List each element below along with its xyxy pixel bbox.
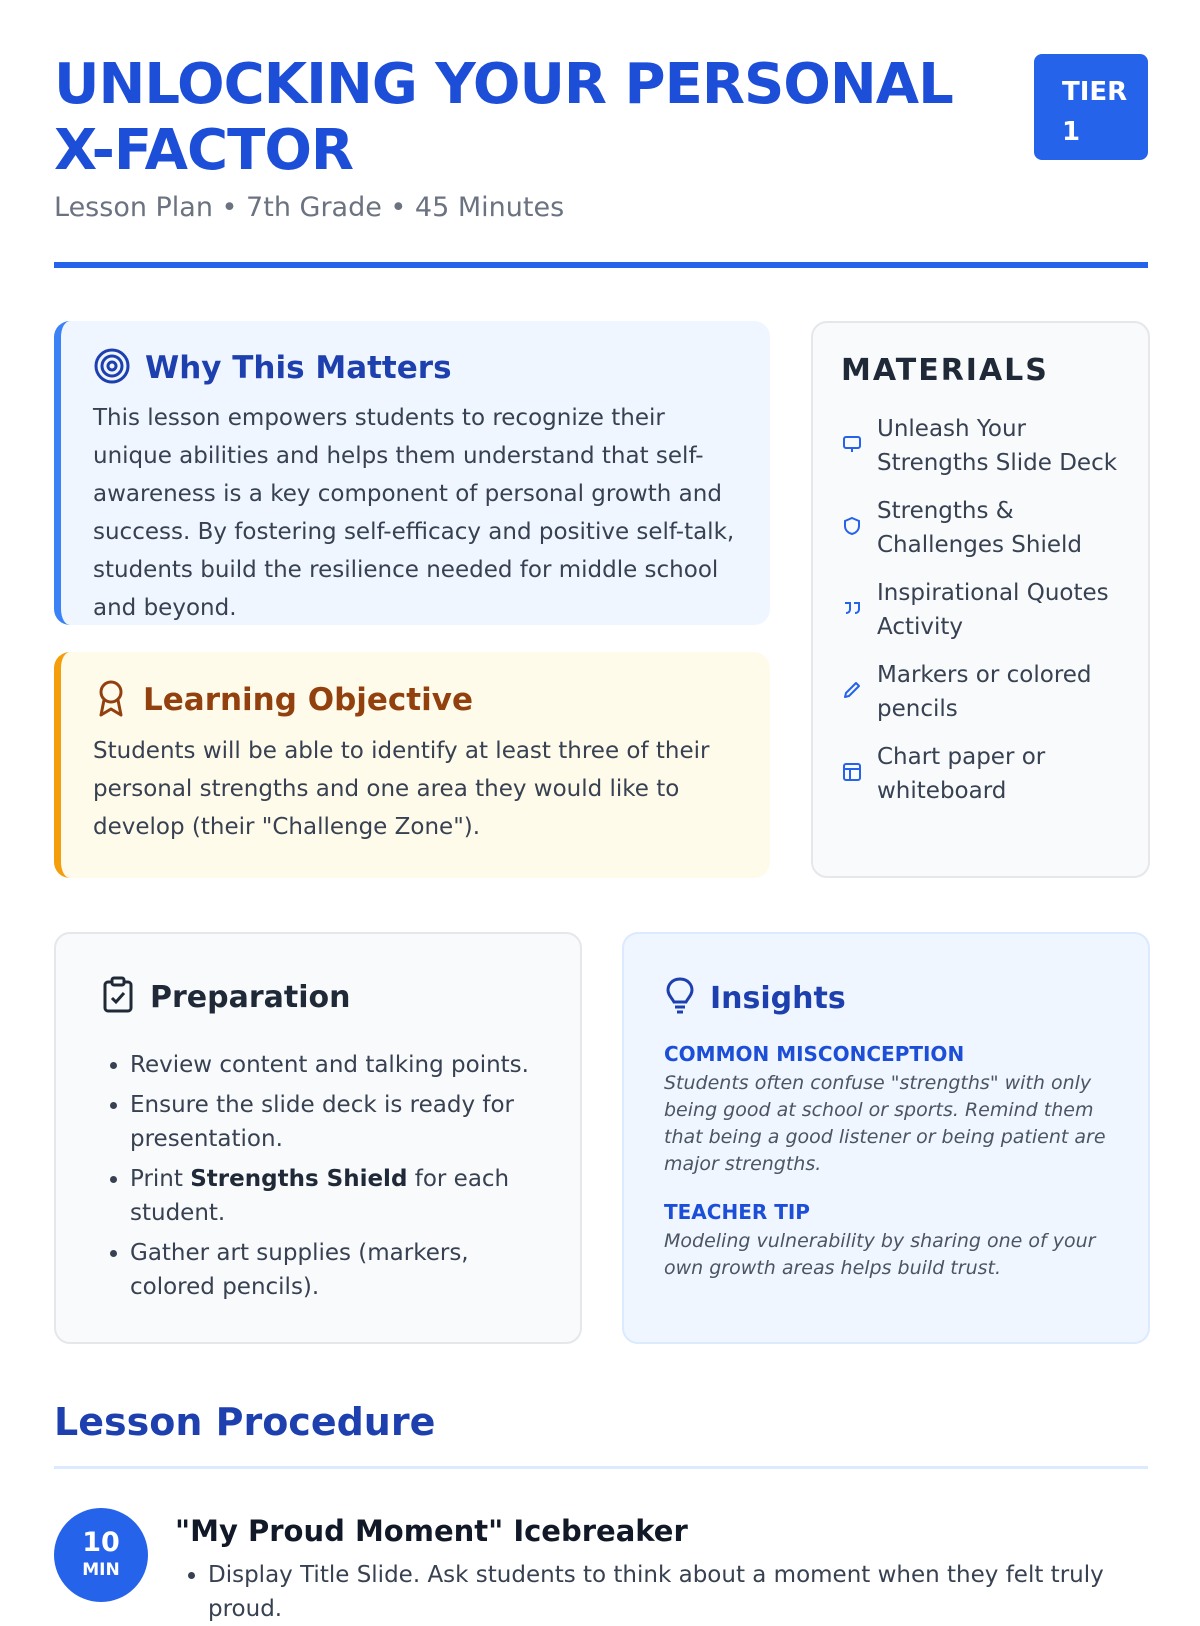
preparation-list xyxy=(100,1048,540,1304)
quote-icon xyxy=(841,597,863,623)
presentation-icon xyxy=(841,433,863,459)
bold-text: Strengths Shield xyxy=(190,1166,408,1192)
misconception-text: Students often confuse "strengths" with only being good at school or sports. Remind them that being a good listener or being patient are major strengths. xyxy=(664,1072,1106,1175)
step-minutes: 10 xyxy=(82,1527,120,1558)
clipboard-check-icon xyxy=(100,976,136,1018)
materials-card xyxy=(811,321,1150,878)
preparation-title: Preparation xyxy=(150,979,351,1015)
learning-objective-card xyxy=(54,652,770,878)
lightbulb-icon xyxy=(664,976,696,1020)
materials-item xyxy=(841,494,1122,562)
list-item: • Ensure the slide deck is ready for presentation. xyxy=(130,1088,540,1156)
why-this-matters-card xyxy=(54,321,770,625)
target-icon xyxy=(93,347,131,389)
step-unit: MIN xyxy=(82,1560,120,1580)
pencil-icon xyxy=(841,679,863,705)
page-subtitle: Lesson Plan • 7th Grade • 45 Minutes xyxy=(54,192,565,223)
materials-item xyxy=(841,740,1122,808)
procedure-divider xyxy=(54,1466,1148,1469)
header-divider xyxy=(54,262,1148,268)
insights-card xyxy=(622,932,1150,1344)
header xyxy=(54,52,1148,223)
tier-badge xyxy=(1034,54,1148,160)
objective-title: Learning Objective xyxy=(143,682,473,718)
list-item: • Review content and talking points. xyxy=(130,1048,540,1082)
materials-item xyxy=(841,412,1122,480)
step-bullets xyxy=(208,1558,1148,1626)
step-duration-badge xyxy=(54,1508,148,1602)
insights-title: Insights xyxy=(710,980,846,1016)
tier-badge-label: TIER xyxy=(1062,77,1128,107)
materials-item-label: Strengths & Challenges Shield xyxy=(877,498,1082,558)
page-title: UNLOCKING YOUR PERSONAL X-FACTOR xyxy=(54,52,953,183)
objective-text: Students will be able to identify at least three of their personal strengths and one area they would like to develop (their "Challenge Zone"). xyxy=(93,738,710,840)
tier-badge-number: 1 xyxy=(1062,117,1081,147)
materials-item xyxy=(841,658,1122,726)
teacher-tip-text: Modeling vulnerability by sharing one of your own growth areas helps build trust. xyxy=(664,1230,1096,1279)
why-text: This lesson empowers students to recognize their unique abilities and helps them understand that self-awareness is a key component of personal growth and success. By fostering self-efficacy and positive self-talk, students build the resilience needed for middle school and beyond. xyxy=(93,405,735,621)
why-title: Why This Matters xyxy=(145,350,452,386)
misconception-label: COMMON MISCONCEPTION xyxy=(664,1042,965,1066)
materials-item-label: Unleash Your Strengths Slide Deck xyxy=(877,416,1118,476)
list-item: • Print Strengths Shield for each student. xyxy=(130,1162,540,1230)
shield-icon xyxy=(841,515,863,541)
step-title: "My Proud Moment" Icebreaker xyxy=(175,1514,688,1548)
list-item: • Display Title Slide. Ask students to think about a moment when they felt truly proud. xyxy=(208,1558,1148,1626)
materials-item-label: Chart paper or whiteboard xyxy=(877,744,1046,804)
materials-title: MATERIALS xyxy=(841,353,1049,388)
procedure-title: Lesson Procedure xyxy=(54,1400,436,1444)
award-ribbon-icon xyxy=(93,678,129,722)
materials-item-label: Markers or colored pencils xyxy=(877,662,1092,722)
teacher-tip-label: TEACHER TIP xyxy=(664,1200,810,1224)
layout-icon xyxy=(841,761,863,787)
materials-item xyxy=(841,576,1122,644)
list-item: • Gather art supplies (markers, colored pencils). xyxy=(130,1236,540,1304)
materials-item-label: Inspirational Quotes Activity xyxy=(877,580,1109,640)
preparation-card xyxy=(54,932,582,1344)
